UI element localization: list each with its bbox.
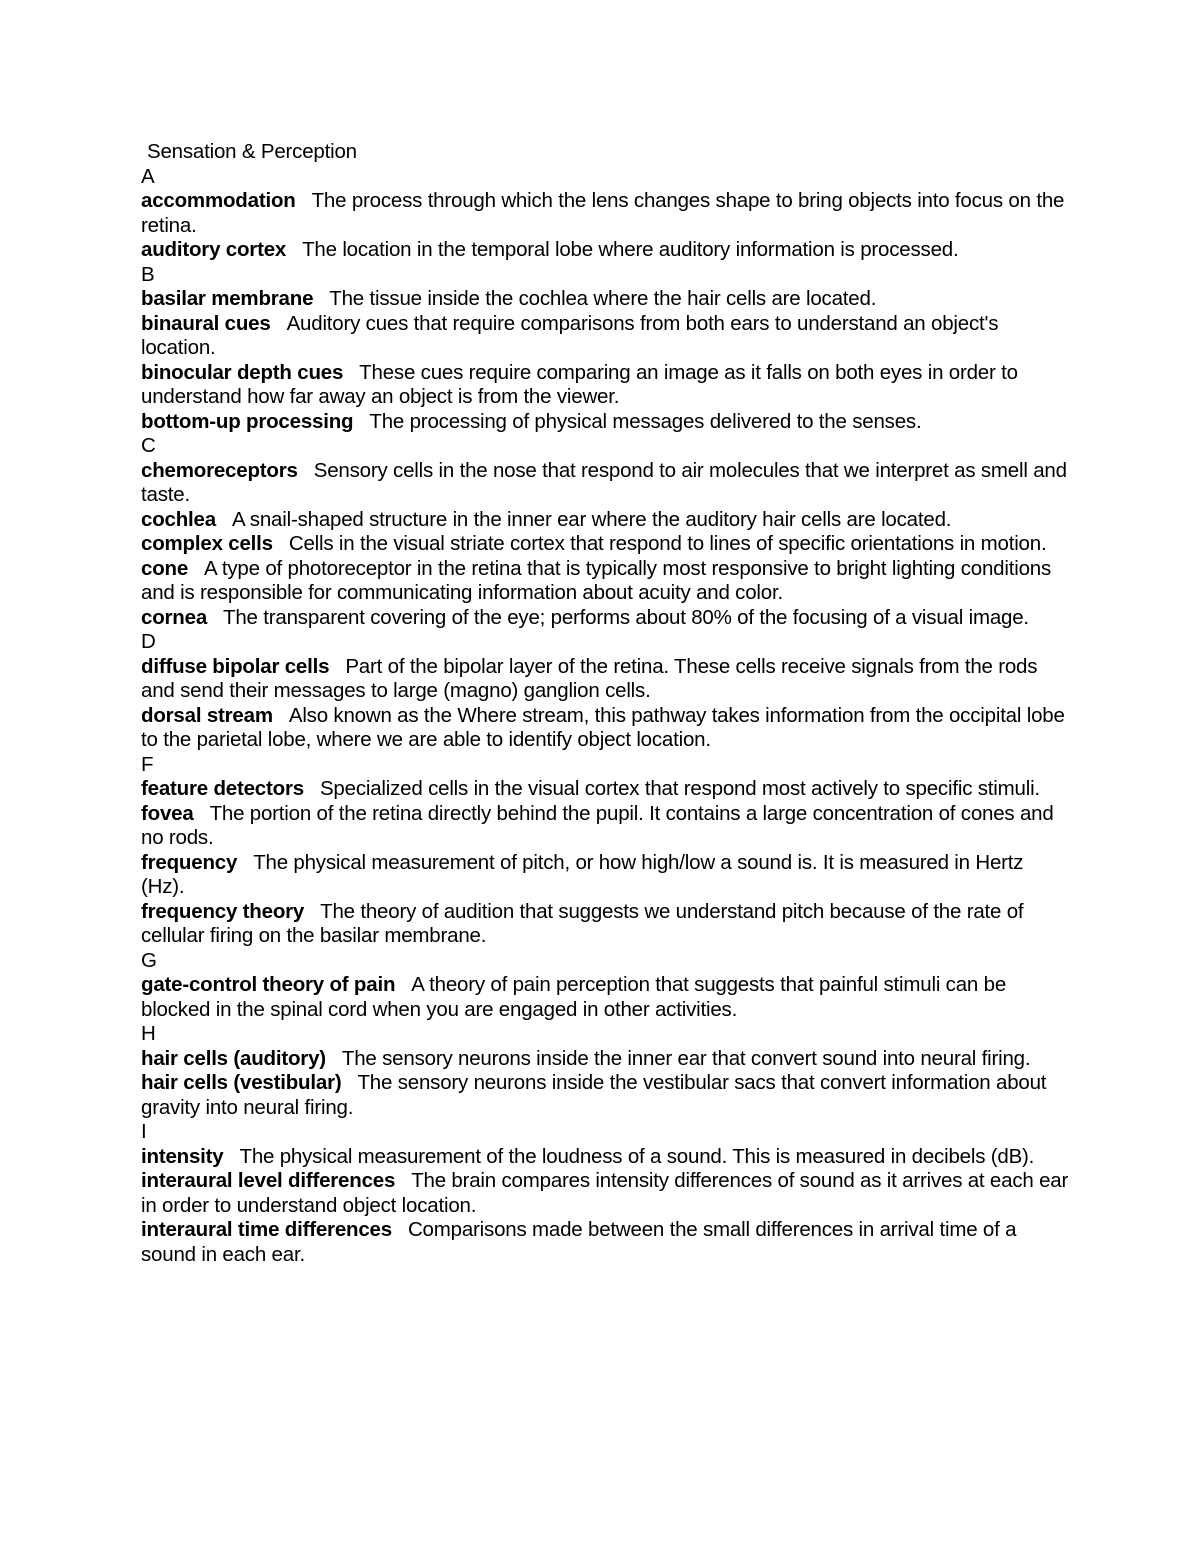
glossary-term: hair cells (auditory) (141, 1046, 326, 1070)
section-letter: B (141, 262, 155, 286)
glossary-entry (141, 973, 1071, 1022)
glossary-term: hair cells (vestibular) (141, 1071, 342, 1094)
glossary-definition: The tissue inside the cochlea where the hair cells are located. (329, 287, 877, 310)
glossary-term: bottom-up processing (141, 409, 354, 433)
glossary-term: complex cells (141, 532, 273, 555)
glossary-entry (141, 508, 1071, 533)
glossary-term: frequency (141, 850, 238, 874)
glossary-entry (141, 459, 1071, 508)
section-letter: G (141, 948, 157, 972)
glossary-term: cornea (141, 605, 208, 629)
glossary-term: auditory cortex (141, 238, 287, 261)
glossary-term: fovea (141, 801, 194, 825)
section-letter: C (141, 434, 156, 457)
glossary-definition: A snail-shaped structure in the inner ear where the auditory hair cells are located. (231, 507, 952, 531)
glossary-term: accommodation (141, 189, 296, 212)
glossary-entry (141, 1218, 1071, 1267)
glossary-definition: A type of photoreceptor in the retina that is typically most responsive to bright lighting conditions and is responsible for communicating information about acuity and color. (141, 556, 1052, 604)
glossary-definition: Specialized cells in the visual cortex that respond most actively to specific stimuli. (319, 777, 1040, 800)
glossary-entry (141, 1169, 1071, 1218)
glossary-entry (141, 1071, 1071, 1120)
glossary-definition: Also known as the Where stream, this pathway takes information from the occipital lobe to the parietal lobe, where we are able to identify object location. (141, 703, 1065, 751)
glossary-definition: These cues require comparing an image as it falls on both eyes in order to understand how far away an object is from the viewer. (141, 360, 1018, 408)
glossary-definition: A theory of pain perception that suggests that painful stimuli can be blocked in the spinal cord when you are engaged in other activities. (141, 973, 1007, 1021)
glossary-definition: The transparent covering of the eye; performs about 80% of the focusing of a visual image. (223, 605, 1029, 629)
section-letter: D (141, 630, 156, 653)
glossary-entry (141, 312, 1071, 361)
glossary-entry (141, 1145, 1071, 1170)
glossary-term: cochlea (141, 507, 216, 531)
glossary-term: diffuse bipolar cells (141, 654, 330, 678)
glossary-term: dorsal stream (141, 703, 273, 727)
glossary-definition: The physical measurement of the loudness of a sound. This is measured in decibels (dB). (239, 1144, 1035, 1168)
glossary-entry (141, 287, 1071, 312)
section-letter: I (141, 1120, 147, 1143)
glossary-term: binocular depth cues (141, 360, 344, 384)
glossary-definition: Sensory cells in the nose that respond to air molecules that we interpret as smell and taste. (141, 458, 1067, 506)
glossary-term: intensity (141, 1144, 224, 1168)
glossary-page (141, 140, 1071, 1267)
glossary-list (141, 165, 1071, 1268)
glossary-definition: Cells in the visual striate cortex that respond to lines of specific orientations in motion. (288, 532, 1047, 555)
section-letter: A (141, 164, 155, 188)
glossary-entry (141, 900, 1071, 949)
glossary-entry (141, 704, 1071, 753)
glossary-entry (141, 238, 1071, 263)
glossary-term: binaural cues (141, 311, 271, 335)
glossary-entry (141, 802, 1071, 851)
glossary-definition: Auditory cues that require comparisons from both ears to understand an object's location. (141, 311, 999, 359)
glossary-entry (141, 361, 1071, 410)
glossary-entry (141, 1047, 1071, 1072)
glossary-entry (141, 655, 1071, 704)
glossary-term: frequency theory (141, 899, 305, 923)
glossary-definition: Part of the bipolar layer of the retina. These cells receive signals from the rods and send their messages to large (magno) ganglion cells. (141, 654, 1038, 702)
glossary-definition: The physical measurement of pitch, or how high/low a sound is. It is measured in Hertz (Hz). (141, 850, 1024, 898)
glossary-entry (141, 189, 1071, 238)
glossary-definition: The portion of the retina directly behind the pupil. It contains a large concentration of cones and no rods. (141, 801, 1054, 849)
glossary-definition: The theory of audition that suggests we understand pitch because of the rate of cellular firing on the basilar membrane. (141, 899, 1024, 947)
glossary-definition: The brain compares intensity differences of sound as it arrives at each ear in order to understand object location. (141, 1169, 1069, 1217)
glossary-definition: The processing of physical messages delivered to the senses. (369, 409, 922, 433)
glossary-entry (141, 777, 1071, 802)
glossary-term: cone (141, 556, 189, 580)
glossary-definition: Comparisons made between the small differences in arrival time of a sound in each ear. (141, 1218, 1017, 1266)
glossary-entry (141, 557, 1071, 606)
glossary-term: interaural time differences (141, 1218, 392, 1241)
section-letter: F (141, 752, 154, 776)
glossary-term: feature detectors (141, 777, 304, 800)
glossary-definition: The sensory neurons inside the inner ear that convert sound into neural firing. (341, 1046, 1031, 1070)
glossary-definition: The process through which the lens changes shape to bring objects into focus on the retina. (141, 189, 1065, 237)
glossary-term: interaural level differences (141, 1169, 396, 1192)
glossary-term: chemoreceptors (141, 458, 298, 482)
glossary-entry (141, 851, 1071, 900)
glossary-definition: The sensory neurons inside the vestibular sacs that convert information about gravity into neural firing. (141, 1071, 1047, 1119)
glossary-term: gate-control theory of pain (141, 973, 396, 996)
glossary-definition: The location in the temporal lobe where auditory information is processed. (302, 238, 959, 261)
glossary-entry (141, 532, 1071, 557)
section-letter: H (141, 1022, 156, 1045)
document-title: Sensation & Perception (147, 140, 357, 163)
glossary-entry (141, 606, 1071, 631)
glossary-entry (141, 410, 1071, 435)
glossary-term: basilar membrane (141, 287, 314, 310)
